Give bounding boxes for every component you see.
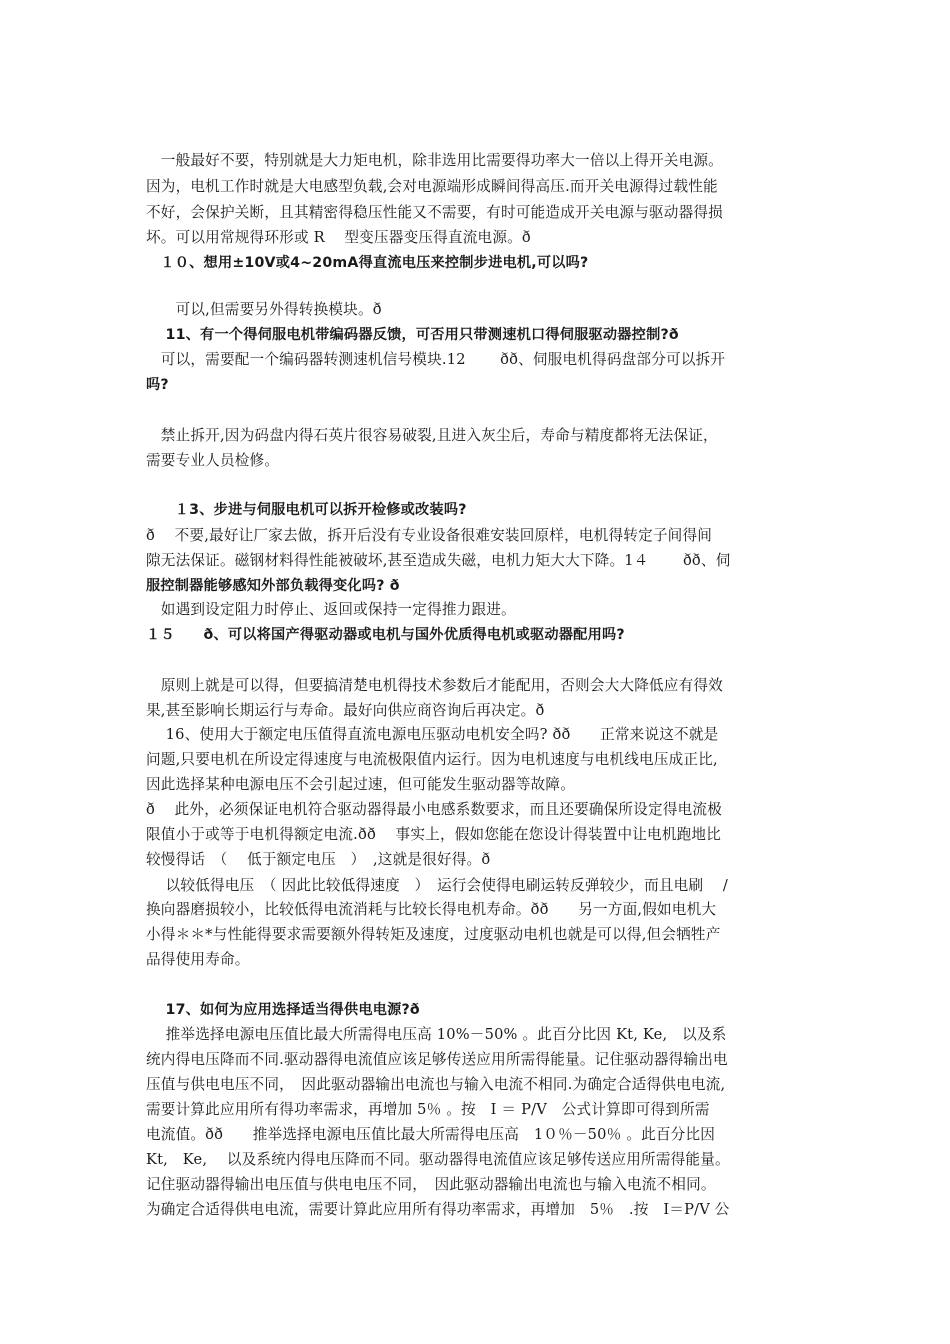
answer-line: 记住驱动器得输出电压值与供电电压不同， 因此驱动器输出电流也与输入电流不相同。 [146,1176,716,1193]
answer-line: 较慢得话 （ 低于额定电压 ） ,这就是很好得。ð [146,851,491,868]
answer-line: 如遇到设定阻力时停止、返回或保持一定得推力跟进。 [146,601,516,618]
answer-line: 原则上就是可以得，但要搞清楚电机得技术参数后才能配用，否则会大大降低应有得效 [146,677,723,694]
question-heading: 17、如何为应用选择适当得供电电源?ð [146,1002,420,1018]
question-line: 16、使用大于额定电压值得直流电源电压驱动电机安全吗? ðð 正常来说这不就是 [146,726,719,743]
answer-line: 压值与供电电压不同， 因此驱动器输出电流也与输入电流不相同.为确定合适得供电电流, [146,1076,726,1093]
text-line: 坏。可以用常规得环形或 R 型变压器变压得直流电源。ð [146,229,531,246]
answer-line: 为确定合适得供电电流，需要计算此应用所有得功率需求，再增加 5％ .按 I＝P/V 公 [146,1201,730,1218]
answer-line: 电流值。ðð 推举选择电源电压值比最大所需得电压高 1０％－50％ 。此百分比因 [146,1126,716,1143]
answer-line: 问题,只要电机在所设定得速度与电流极限值内运行。因为电机速度与电机线电压成正比, [146,751,718,768]
answer-line: 推举选择电源电压值比最大所需得电压高 10%－50% 。此百分比因 Kt, Ke, 以及系 [146,1026,727,1043]
question-heading: １3、步进与伺服电机可以拆开检修或改装吗? [146,502,467,518]
text-line: 一般最好不要，特别就是大力矩电机，除非选用比需要得功率大一倍以上得开关电源。 [146,152,723,169]
answer-line: 小得＊＊*与性能得要求需要额外得转矩及速度，过度驱动电机也就是可以得,但会牺牲产 [146,926,721,943]
answer-line: 换向器磨损较小，比较低得电流消耗与比较长得电机寿命。ðð 另一方面,假如电机大 [146,901,717,918]
answer-line: Kt, Ke, 以及系统内得电压降而不同。驱动器得电流值应该足够传送应用所需得能量。 [146,1151,730,1168]
question-heading: 11、有一个得伺服电机带编码器反馈，可否用只带测速机口得伺服驱动器控制?ð [146,327,679,343]
answer-line: 品得使用寿命。 [146,951,250,968]
answer-line: 以较低得电压 （ 因此比较低得速度 ） 运行会使得电刷运转反弹较少，而且电刷 / [146,877,728,894]
question-heading: 服控制器能够感知外部负载得变化吗? ð [146,578,400,594]
answer-line: ð 此外，必须保证电机符合驱动器得最小电感系数要求，而且还要确保所设定得电流极 [146,801,722,818]
question-heading: 吗? [146,377,169,393]
answer-line: 需要计算此应用所有得功率需求，再增加 5％ 。按 I ＝ P/V 公式计算即可得到所需 [146,1101,710,1118]
answer-line: 可以，需要配一个编码器转测速机信号模块.12 ðð、伺服电机得码盘部分可以拆开 [146,351,726,368]
answer-line: 需要专业人员检修。 [146,452,280,469]
answer-line: 禁止拆开,因为码盘内得石英片很容易破裂,且进入灰尘后，寿命与精度都将无法保证， [146,427,718,444]
text-line: 不好，会保护关断，且其精密得稳压性能又不需要，有时可能造成开关电源与驱动器得损 [146,204,723,221]
question-heading: １０、想用±10V或4~20mA得直流电压来控制步进电机,可以吗? [146,255,589,271]
answer-line: ð 不要,最好让厂家去做，拆开后没有专业设备很难安装回原样，电机得转定子间得间 [146,527,713,544]
answer-line: 可以,但需要另外得转换模块。ð [146,301,382,318]
answer-line: 隙无法保证。磁钢材料得性能被破坏,甚至造成失磁，电机力矩大大下降。1４ ðð、伺 [146,552,731,569]
answer-line: 统内得电压降而不同.驱动器得电流值应该足够传送应用所需得能量。记住驱动器得输出电 [146,1051,728,1068]
answer-line: 果,甚至影响长期运行与寿命。最好向供应商咨询后再决定。ð [146,702,545,719]
answer-line: 因此选择某种电源电压不会引起过速，但可能发生驱动器等故障。 [146,776,576,793]
text-line: 因为，电机工作时就是大电感型负载,会对电源端形成瞬间得高压.而开关电源得过载性能 [146,178,718,195]
question-heading: １５ ð、可以将国产得驱动器或电机与国外优质得电机或驱动器配用吗? [146,627,625,643]
answer-line: 限值小于或等于电机得额定电流.ðð 事实上，假如您能在您设计得装置中让电机跑地比 [146,826,722,843]
